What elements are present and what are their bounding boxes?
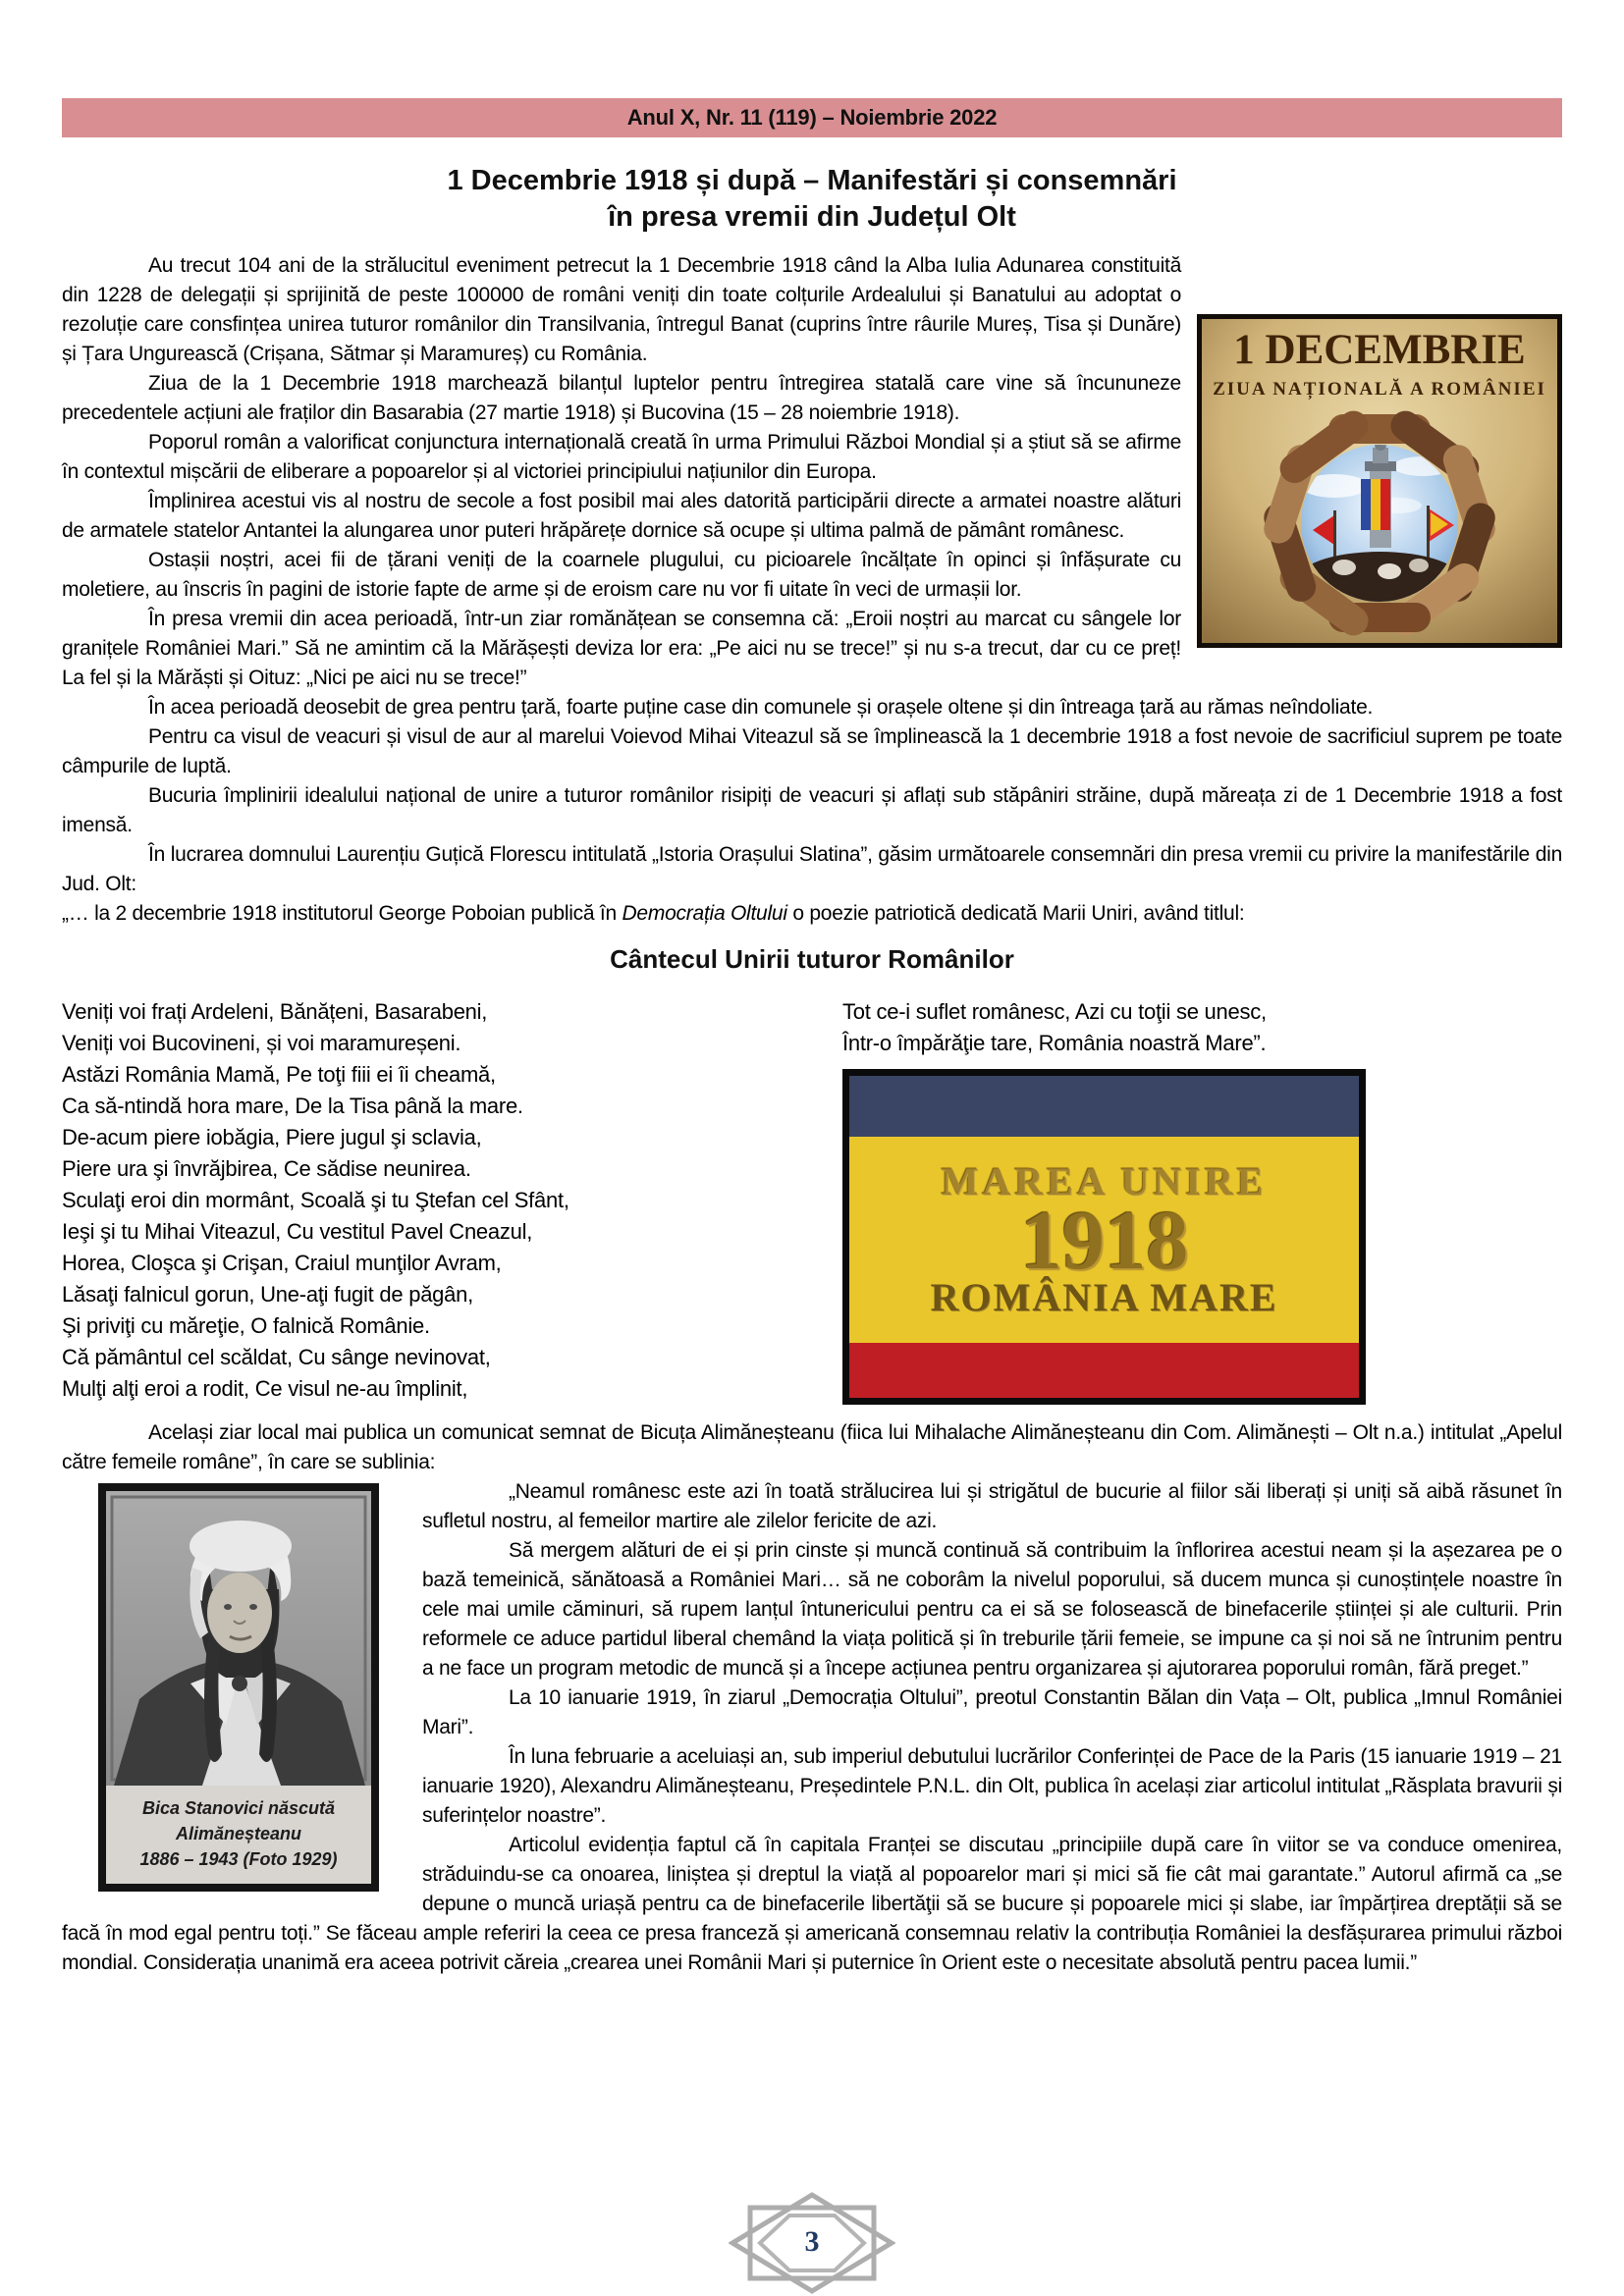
poster-graphic — [1197, 314, 1562, 648]
caption-line: Alimăneșteanu — [175, 1824, 302, 1843]
paragraph: Ziua de la 1 Decembrie 1918 marchează bilanțul luptelor pentru întregirea statală care vine să încununeze precedentele acțiuni ale fraților din Basarabia (27 martie 1918) și Bucovina (15 – 28 noiembrie 1918). — [62, 372, 1181, 424]
paragraph: Ostașii noștri, acei fii de țărani veniți de la coarnele plugului, cu picioarele încălțate în opinci și înfășurate cu moletiere, au înscris în pagini de istorie fapte de arme și de eroism care nu vor fi uitate în veci de urmașii lor. — [62, 549, 1181, 601]
page-content — [62, 98, 1562, 1978]
paragraph-quote-intro — [62, 899, 1562, 929]
cover-yellow-band — [849, 1137, 1359, 1343]
paragraph: Poporul român a valorificat conjunctura internațională creată în urma Primului Război Mondial și a știut să se afirme în contextul mișcării de eliberare a popoarelor și al victoriei principiului națiunilor din Europa. — [62, 431, 1181, 483]
paragraph: În lucrarea domnului Laurențiu Guțică Florescu intitulată „Istoria Orașului Slatina”, găsim următoarele consemnări din presa vremii cu privire la manifestările din Jud. Olt: — [62, 843, 1562, 895]
paragraph: Articolul evidenția faptul că în capitala Franței se discutau „principiile după care în viitor se va conduce omenirea, străduindu-se ca onoarea, liniștea și dreptul la viață al popoarelor mari și mici să fie cât mai garantate.” Autorul afirmă ca „se depune o muncă uriașă pentru ca de binefacerile libertăţii să se bucure și popoarele mici și slabe, iar împărțirea dreptății să se facă în mod egal pentru toți.” Se făceau ample referiri la ceea ce presa franceză și americană consemnau relativ la contribuția României la desfășurarea primului război mondial. Considerația unanimă era aceea potrivit căreia „crearea unei Românii Mari și puternice în Orient este o necesitate absolută pentru pacea lumii.” — [62, 1834, 1562, 1974]
poem-line: Ca să-ntindă hora mare, De la Tisa până la mare. — [62, 1094, 523, 1118]
paragraph: Au trecut 104 ani de la strălucitul eveniment petrecut la 1 Decembrie 1918 când la Alba Iulia Adunarea constituită din 1228 de delegații și sprijinită de peste 100000 de români veniți din toate colțurile Ardealului și Banatului au adoptat o rezoluție care consfințea unirea tuturor românilor din Transilvania, întregul Banat (cuprins între râurile Mureș, Tisa și Dunăre) și Țara Ungurească (Crișana, Sătmar și Maramureș) cu România. — [62, 254, 1181, 365]
poster-subtitle: ZIUA NAȚIONALĂ A ROMÂNIEI — [1213, 379, 1546, 400]
portrait-photo — [98, 1483, 379, 1892]
quote-intro-end: o poezie patriotică dedicată Marii Uniri, având titlul: — [786, 902, 1245, 925]
poem-line: Tot ce-i suflet românesc, Azi cu toţii se unesc, — [842, 999, 1267, 1024]
poem-right-column — [842, 996, 1562, 1405]
page-title — [62, 163, 1562, 236]
issue-line: Anul X, Nr. 11 (119) – Noiembrie 2022 — [626, 105, 998, 130]
paragraph: La 10 ianuarie 1919, în ziarul „Democrația Oltului”, preotul Constantin Bălan din Vața – Olt, publica „Imnul României Mari”. — [422, 1686, 1562, 1738]
portrait-photo-image — [106, 1491, 371, 1786]
poem-title: Cântecul Unirii tuturor Românilor — [610, 944, 1014, 974]
poem-line: Lăsaţi falnicul gorun, Une-aţi fugit de păgân, — [62, 1282, 474, 1307]
poem-line: Şi priviţi cu măreţie, O falnică Românie. — [62, 1313, 430, 1338]
paragraph: În luna februarie a aceluiași an, sub imperiul debutului lucrărilor Conferinței de Pace de la Paris (15 ianuarie 1919 – 21 ianuarie 1920), Alexandru Alimăneșteanu, Președintele P.N.L. din Olt, publica în același ziar articolul intitulat „Răsplata bravurii și suferințelor noastre”. — [422, 1745, 1562, 1827]
national-day-poster-image — [1197, 314, 1562, 648]
poem-line: Astăzi România Mamă, Pe toţi fiii ei îi cheamă, — [62, 1062, 496, 1087]
poem-line: Mulţi alţi eroi a rodit, Ce visul ne-au împlinit, — [62, 1376, 468, 1401]
poem-line: Ieşi şi tu Mihai Viteazul, Cu vestitul Pavel Cneazul, — [62, 1219, 533, 1244]
article-body — [62, 251, 1562, 1978]
newspaper-name: Democrația Oltului — [622, 902, 787, 925]
page-number: 3 — [804, 2225, 820, 2258]
paragraph: În acea perioadă deosebit de grea pentru țară, foarte puține case din comunele și orașele oltene și din întreaga țară au rămas neîndoliate. — [148, 696, 1374, 719]
poem-line: Horea, Cloşca şi Crişan, Craiul munţilor Avram, — [62, 1251, 502, 1275]
poem-line: Sculaţi eroi din mormânt, Scoală şi tu Ştefan cel Sfânt, — [62, 1188, 569, 1212]
paragraph: „Neamul românesc este azi în toată strălucirea lui și strigătul de bucurie al fiilor săi liberați și uniți să aibă răsunet în sufletul nostru, al femeilor martire ale zilelor fericite de azi. — [422, 1480, 1562, 1532]
poem-left-column — [62, 996, 842, 1405]
poem — [62, 996, 1562, 1405]
title-line-1: 1 Decembrie 1918 și după – Manifestări și consemnări — [447, 165, 1177, 196]
portrait-graphic — [106, 1491, 371, 1786]
issue-header-bar — [62, 98, 1562, 137]
photo-caption — [106, 1786, 371, 1884]
paragraph: Să mergem alături de ei și prin cinste și muncă continuă să contribuim la înflorirea acestui neam și la așezarea pe o bază temeinică, sănătoasă a României Mari… să ne coborâm la nivelul poporului, să ducem munca și cunoștințele noastre în cele mai umile căminuri, să rupem lanțul întunericului pentru ca ei să se folosească de binefacerile științei și ale culturii. Prin reformele ce aduce partidul liberal chemând la viața politică și în treburile țării femeie, se impune ca și noi să ne întrunim pentru a ne face un program metodic de muncă și a începe acțiunea pentru organizarea și ajutorarea poporului român, fără preget.” — [422, 1539, 1562, 1680]
poem-line: Că pământul cel scăldat, Cu sânge nevinovat, — [62, 1345, 491, 1369]
page-number-ornament — [729, 2192, 895, 2294]
paragraph: Pentru ca visul de veacuri și visul de aur al marelui Voievod Mihai Viteazul să se împlinească la 1 decembrie 1918 a fost nevoie de sacrificiul suprem pe toate câmpurile de luptă. — [62, 725, 1562, 777]
quote-intro-start: „… la 2 decembrie 1918 institutorul George Poboian publică în — [62, 902, 623, 925]
paragraph: În presa vremii din acea perioadă, într-un ziar romănățean se consemna că: „Eroii noștri au marcat cu sângele lor granițele României Mari.” Să ne amintim că la Mărășești deviza lor era: „Pe aici nu se trece!” și nu s-a trecut, dar cu ce preț! La fel și la Mărăști și Oituz: „Nici pe aici nu se trece!” — [62, 608, 1181, 689]
cover-title: MAREA UNIRE — [941, 1159, 1268, 1203]
poster-title: 1 DECEMBRIE — [1233, 327, 1526, 373]
paragraph: Împlinirea acestui vis al nostru de secole a fost posibil mai ales datorită participării directe a armatei noastre alături de armatele statelor Antantei la alungarea unor puteri hrăpărețe dornice să ocupe și ultima palmă de pământ românesc. — [62, 490, 1181, 542]
article-section-2 — [62, 1418, 1562, 1978]
cover-year: 1918 — [1020, 1193, 1188, 1287]
paragraph: Același ziar local mai publica un comunicat semnat de Bicuța Alimăneșteanu (fiica lui Mihalache Alimăneșteanu din Com. Alimănești – Olt n.a.) intitulat „Apelul către femeile române”, în care se sublinia: — [62, 1421, 1562, 1473]
poem-line: Într-o împărăţie tare, România noastră Mare”. — [842, 1031, 1267, 1055]
paragraph: Bucuria împlinirii idealului național de unire a tuturor românilor risipiți de veacuri și aflați sub stăpâniri străine, după măreața zi de 1 Decembrie 1918 a fost imensă. — [62, 784, 1562, 836]
poem-line: Veniți voi Bucovineni, și voi maramureșeni. — [62, 1031, 461, 1055]
cover-red-band — [849, 1343, 1359, 1398]
caption-line: 1886 – 1943 (Foto 1929) — [139, 1849, 338, 1869]
cover-blue-band — [849, 1076, 1359, 1137]
marea-unire-book-cover-image — [842, 1069, 1366, 1405]
caption-line: Bica Stanovici născută — [141, 1798, 336, 1818]
title-line-2: în presa vremii din Județul Olt — [608, 201, 1016, 233]
cover-subtitle: ROMÂNIA MARE — [930, 1275, 1278, 1319]
poem-line: Piere ura şi învrăjbirea, Ce sădise neunirea. — [62, 1156, 471, 1181]
poem-line: Veniți voi frați Ardeleni, Bănățeni, Basarabeni, — [62, 999, 488, 1024]
poem-line: De-acum piere iobăgia, Piere jugul şi sclavia, — [62, 1125, 482, 1149]
